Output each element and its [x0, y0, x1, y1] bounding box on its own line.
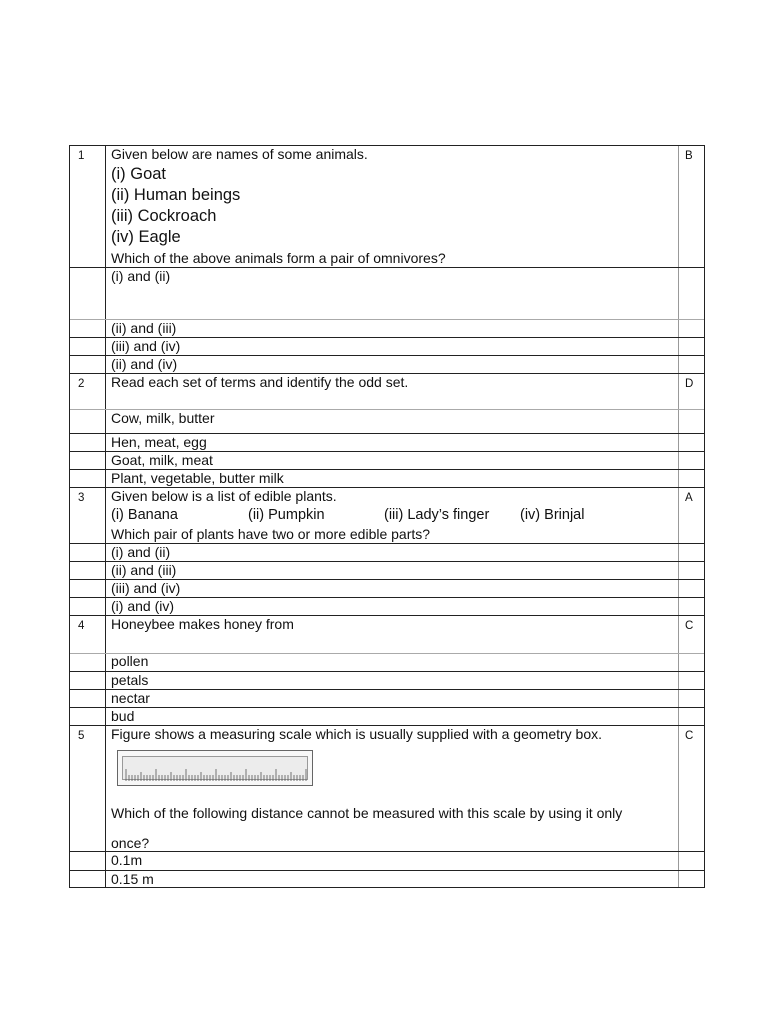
question-table — [69, 145, 705, 888]
option: (i) and (ii) — [111, 544, 171, 560]
option: (ii) and (iii) — [111, 562, 177, 578]
option: (ii) and (iv) — [111, 356, 178, 372]
list-item: (ii) Pumpkin — [248, 507, 325, 523]
question-prompt: Which pair of plants have two or more edible parts? — [111, 526, 431, 542]
question-number: 4 — [78, 620, 85, 632]
option: Cow, milk, butter — [111, 410, 215, 426]
option: (iii) and (iv) — [111, 338, 181, 354]
list-item: (iv) Brinjal — [520, 507, 585, 523]
question-number: 3 — [78, 492, 85, 504]
row-divider — [70, 653, 704, 654]
option: (ii) and (iii) — [111, 320, 177, 336]
option: Hen, meat, egg — [111, 434, 207, 450]
list-item: (iii) Lady’s finger — [384, 507, 490, 523]
option: (iii) and (iv) — [111, 580, 181, 596]
option: 0.15 m — [111, 871, 154, 887]
option: (i) and (ii) — [111, 268, 171, 284]
option: Plant, vegetable, butter milk — [111, 470, 284, 486]
question-prompt-continued: once? — [111, 835, 150, 851]
question-stem: Given below is a list of edible plants. — [111, 488, 337, 504]
option: bud — [111, 708, 135, 724]
answer-key: B — [685, 150, 693, 162]
question-stem: Read each set of terms and identify the odd set. — [111, 374, 409, 390]
row-divider — [70, 671, 704, 672]
column-divider — [678, 146, 679, 887]
option: pollen — [111, 653, 149, 669]
ruler-icon — [117, 750, 313, 786]
list-item: (iv) Eagle — [111, 228, 181, 246]
column-divider — [105, 146, 106, 887]
option: (i) and (iv) — [111, 598, 175, 614]
option: nectar — [111, 690, 150, 706]
answer-key: C — [685, 620, 694, 632]
question-prompt: Which of the above animals form a pair of omnivores? — [111, 250, 446, 266]
list-item: (ii) Human beings — [111, 186, 241, 204]
answer-key: D — [685, 378, 694, 390]
option: 0.1m — [111, 852, 143, 868]
option: Goat, milk, meat — [111, 452, 213, 468]
question-stem: Figure shows a measuring scale which is usually supplied with a geometry box. — [111, 726, 603, 742]
question-number: 1 — [78, 150, 85, 162]
list-item: (iii) Cockroach — [111, 207, 217, 225]
list-item: (i) Banana — [111, 507, 178, 523]
option: petals — [111, 672, 149, 688]
question-stem: Given below are names of some animals. — [111, 146, 368, 162]
question-stem: Honeybee makes honey from — [111, 616, 294, 632]
ruler-ticks — [118, 751, 314, 787]
question-number: 2 — [78, 378, 85, 390]
row-divider — [70, 707, 704, 708]
row-divider — [70, 689, 704, 690]
question-number: 5 — [78, 730, 85, 742]
question-prompt: Which of the following distance cannot be measured with this scale by using it only — [111, 805, 623, 821]
answer-key: C — [685, 730, 694, 742]
list-item: (i) Goat — [111, 165, 167, 183]
answer-key: A — [685, 492, 693, 504]
row-divider — [70, 870, 704, 871]
row-divider — [70, 851, 704, 852]
